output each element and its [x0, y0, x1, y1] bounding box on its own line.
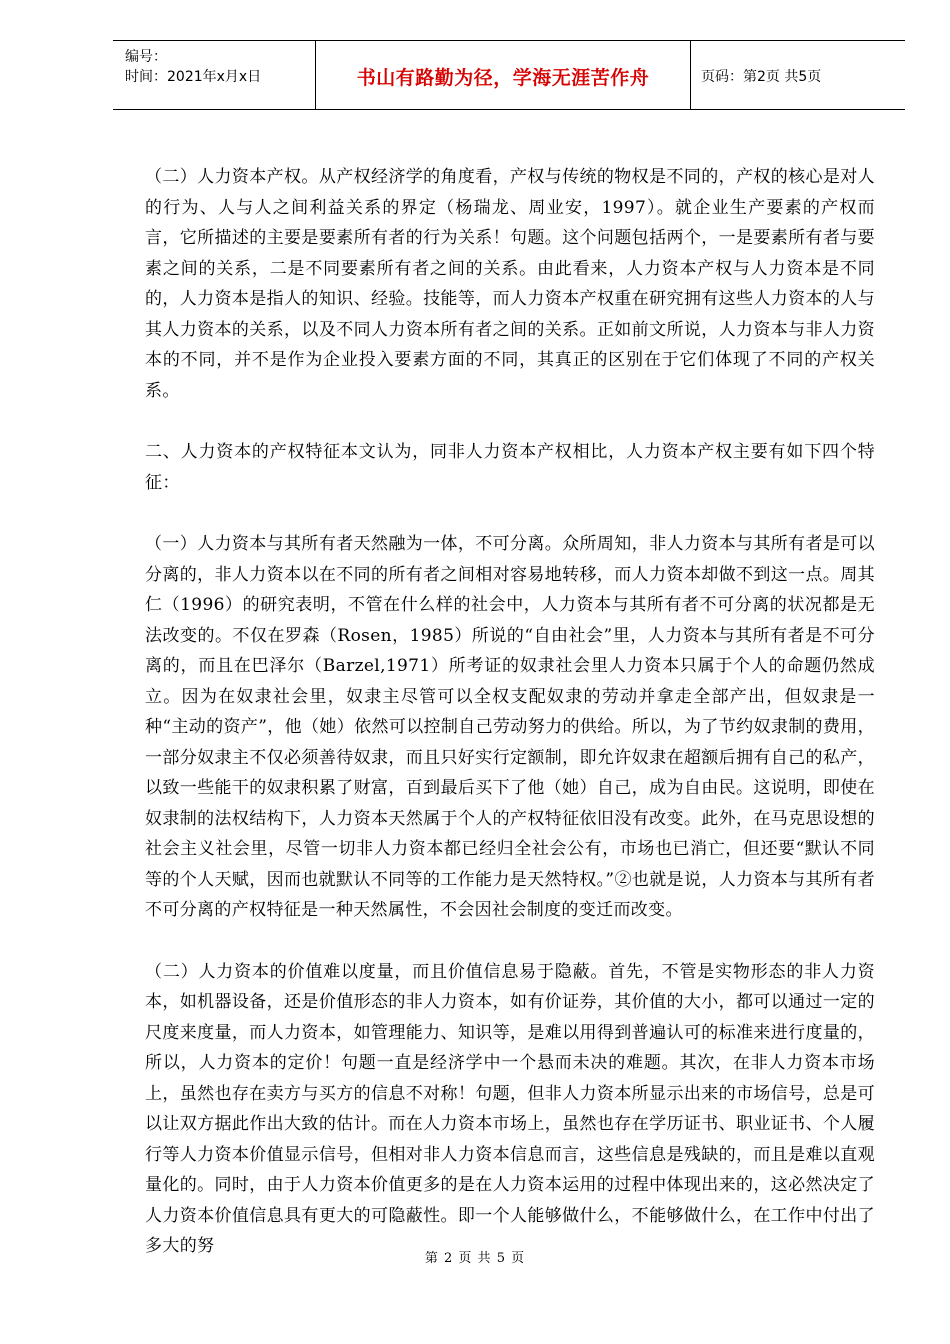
paragraph-feature-one: （一）人力资本与其所有者天然融为一体，不可分离。众所周知，非人力资本与其所有者是可以分离的，非人力资本以在不同的所有者之间相对容易地转移，而人力资本却做不到这一点。周其仁（1996）的研究表明，不管在什么样的社会中，人力资本与其所有者不可分离的状况都是无法改变的。不仅在罗森（Rosen，1985）所说的“自由社会”里，人力资本与其所有者是不可分离的，而且在巴泽尔（Barzel,1971）所考证的奴隶社会里人力资本只属于个人的命题仍然成立。因为在奴隶社会里，奴隶主尽管可以全权支配奴隶的劳动并拿走全部产出，但奴隶是一种“主动的资产”，他（她）依然可以控制自己劳动努力的供给。所以，为了节约奴隶制的费用，一部分奴隶主不仅必须善待奴隶，而且只好实行定额制，即允许奴隶在超额后拥有自己的私产，以致一些能干的奴隶积累了财富，百到最后买下了他（她）自己，成为自由民。这说明，即使在奴隶制的法权结构下，人力资本天然属于个人的产权特征依旧没有改变。此外，在马克思设想的社会主义社会里，尽管一切非人力资本都已经归全社会公有，市场也已消亡，但还要“默认不同等的个人天赋，因而也就默认不同等的工作能力是天然特权。”②也就是说，人力资本与其所有者不可分离的产权特征是一种天然属性，不会因社会制度的变迁而改变。 — [145, 534, 875, 920]
header-page-cell — [691, 41, 905, 109]
document-number-label: 编号： — [125, 49, 167, 65]
header-page-number: 页码：第2页 共5页 — [701, 69, 822, 85]
header-meta-cell — [113, 41, 313, 109]
paragraph-human-capital-property-rights: （二）人力资本产权。从产权经济学的角度看，产权与传统的物权是不同的，产权的核心是对人的行为、人与人之间利益关系的界定（杨瑞龙、周业安，1997）。就企业生产要素的产权而言，它所描述的主要是要素所有者的行为关系！句题。这个问题包括两个，一是要素所有者与要素之间的关系，二是不同要素所有者之间的关系。由此看来，人力资本产权与人力资本是不同的，人力资本是指人的知识、经验。技能等，而人力资本产权重在研究拥有这些人力资本的人与其人力资本的关系，以及不同人力资本所有者之间的关系。正如前文所说，人力资本与非人力资本的不同，并不是作为企业投入要素方面的不同，其真正的区别在于它们体现了不同的产权关系。 — [145, 167, 875, 401]
page-header — [113, 40, 905, 110]
paragraph-section-two-intro: 二、人力资本的产权特征本文认为，同非人力资本产权相比，人力资本产权主要有如下四个特征： — [145, 442, 875, 493]
page-footer: 第 2 页 共 5 页 — [424, 1251, 526, 1266]
document-date-label: 时间：2021年x月x日 — [125, 69, 262, 85]
paragraph-feature-two: （二）人力资本的价值难以度量，而且价值信息易于隐蔽。首先，不管是实物形态的非人力资本，如机器设备，还是价值形态的非人力资本，如有价证券，其价值的大小，都可以通过一定的尺度来度量，而人力资本，如管理能力、知识等，是难以用得到普遍认可的标准来进行度量的，所以，人力资本的定价！句题一直是经济学中一个悬而未决的难题。其次，在非人力资本市场上，虽然也存在卖方与买方的信息不对称！句题，但非人力资本所显示出来的市场信号，总是可以让双方据此作出大致的估计。而在人力资本市场上，虽然也存在学历证书、职业证书、个人履行等人力资本价值显示信号，但相对非人力资本信息而言，这些信息是残缺的，而且是难以直观量化的。同时，由于人力资本价值更多的是在人力资本运用的过程中体现出来的，这必然决定了人力资本价值信息具有更大的可隐蔽性。即一个人能够做什么，不能够做什么，在工作中付出了多大的努 — [145, 961, 875, 1256]
document-body — [145, 162, 875, 1293]
header-motto-cell — [315, 41, 691, 109]
header-motto: 书山有路勤为径，学海无涯苦作舟 — [356, 67, 650, 89]
